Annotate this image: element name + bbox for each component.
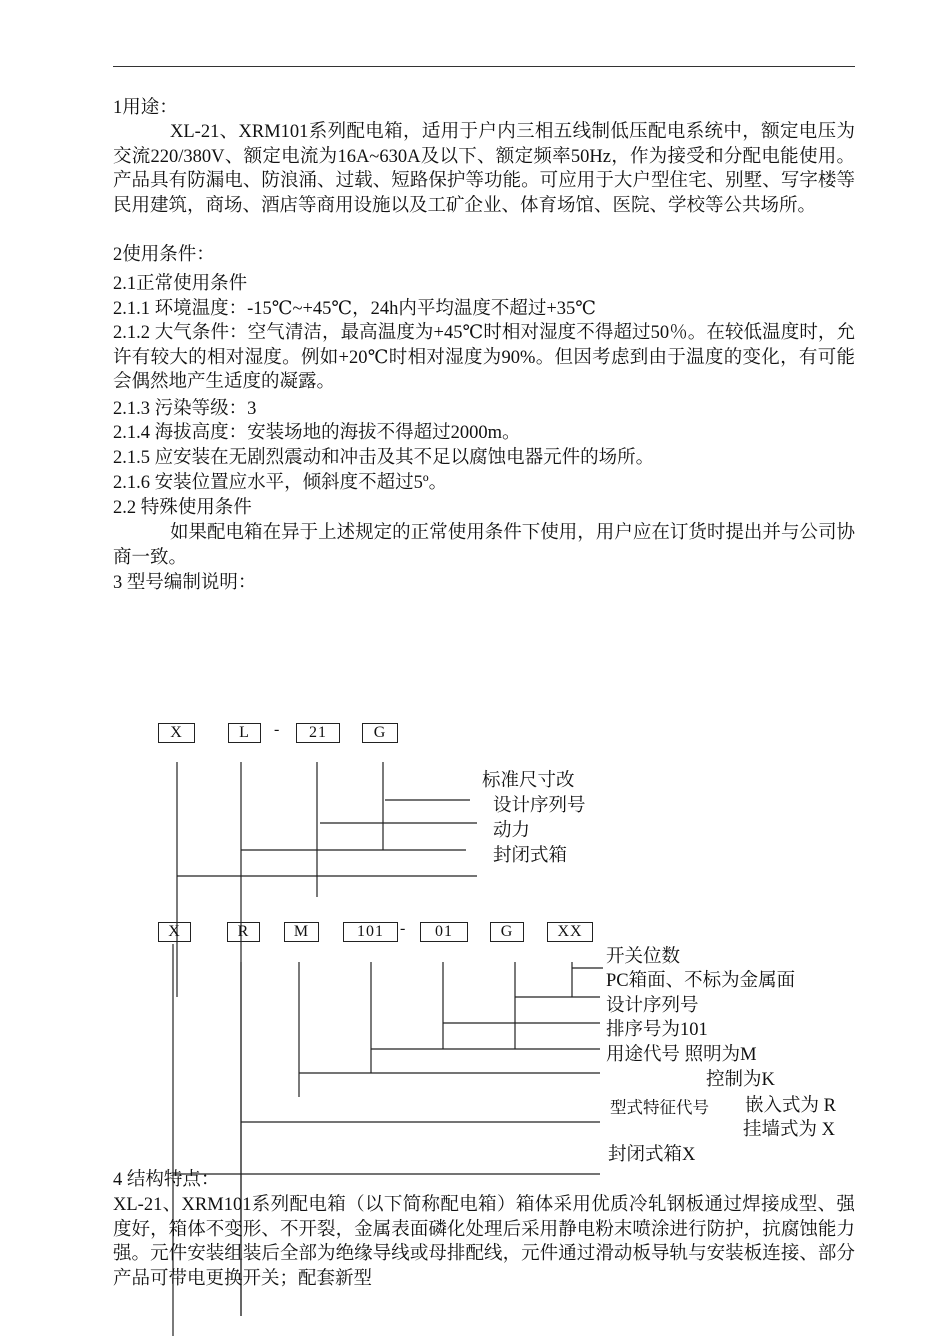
code-box-l: L	[228, 723, 261, 743]
label-switch-count: 开关位数	[606, 947, 681, 967]
section-4-body: XL-21、XRM101系列配电箱（以下简称配电箱）箱体采用优质冷轧钢板通过焊接成型、强度好，箱体不变形、不开裂，金属表面磷化处理后采用静电粉末喷涂进行防护，抗腐蚀能力强。元件安装组装后全部为绝缘导线或母排配线，元件通过滑动板导轨与安装板连接、部分产品可带电更换开关；配套新型	[113, 1195, 855, 1289]
code-box-101: 101	[343, 922, 398, 942]
label-power: 动力	[493, 821, 531, 841]
label-type-feature-code: 型式特征代号	[610, 1098, 709, 1117]
label-usage-code: 用途代号 照明为M	[606, 1045, 757, 1065]
label-design-serial: 设计序列号	[493, 796, 586, 816]
label-pc-panel: PC箱面、不标为金属面	[606, 971, 796, 991]
section-1-body: XL-21、XRM101系列配电箱，适用于户内三相五线制低压配电系统中，额定电压为交流220/380V、额定电流为16A~630A及以下、额定频率50Hz，作为接受和分配电能使用。产品具有防漏电、防浪涌、过载、短路保护等功能。可应用于大户型住宅、别墅、写字楼等民用建筑，商场、酒店等商用设施以及工矿企业、体育场馆、医院、学校等公共场所。	[113, 122, 855, 216]
section-2-1-3: 2.1.3 污染等级：3	[113, 399, 257, 419]
section-1-heading: 1用途：	[113, 98, 178, 118]
section-2-1-2: 2.1.2 大气条件：空气清洁，最高温度为+45℃时相对湿度不得超过50％。在较低温度时，允许有较大的相对湿度。例如+20℃时相对湿度为90%。但因考虑到由于温度的变化，有可能会偶然地产生适度的凝露。	[113, 323, 855, 392]
code-box-m: M	[284, 922, 319, 942]
label-standard-size-change: 标准尺寸改	[482, 771, 575, 791]
section-2-1-heading: 2.1正常使用条件	[113, 274, 248, 294]
code-dash: -	[400, 920, 406, 937]
code-box-g: G	[362, 723, 398, 743]
code-box-21: 21	[296, 723, 340, 743]
section-2-heading: 2使用条件：	[113, 245, 215, 265]
label-sequence-101: 排序号为101	[606, 1020, 708, 1040]
section-2-2-body: 如果配电箱在异于上述规定的正常使用条件下使用，用户应在订货时提出并与公司协商一致。	[113, 523, 855, 568]
label-enclosed-box-x: 封闭式箱X	[608, 1145, 696, 1165]
section-2-1-6: 2.1.6 安装位置应水平，倾斜度不超过5º。	[113, 473, 448, 493]
section-2-1-4: 2.1.4 海拔高度：安装场地的海拔不得超过2000m。	[113, 423, 521, 443]
code-box-01: 01	[420, 922, 468, 942]
label-wall-mounted-x: 挂墙式为 X	[743, 1120, 835, 1140]
code-box-x: X	[158, 922, 191, 942]
section-2-1-5: 2.1.5 应安装在无剧烈震动和冲击及其不足以腐蚀电器元件的场所。	[113, 448, 655, 468]
section-2-2-heading: 2.2 特殊使用条件	[113, 498, 252, 518]
code-box-xx: XX	[547, 922, 593, 942]
code-box-r: R	[227, 922, 260, 942]
section-3-heading: 3 型号编制说明：	[113, 573, 257, 593]
label-control-k: 控制为K	[706, 1070, 775, 1090]
label-embedded-r: 嵌入式为 R	[745, 1096, 836, 1116]
section-4-heading: 4 结构特点：	[113, 1170, 220, 1190]
code-dash: -	[274, 721, 280, 738]
code-box-x: X	[158, 723, 195, 743]
section-2-1-1: 2.1.1 环境温度：-15℃~+45℃，24h内平均温度不超过+35℃	[113, 299, 596, 319]
label-design-serial: 设计序列号	[606, 996, 699, 1016]
code-box-g: G	[490, 922, 524, 942]
label-enclosed-box: 封闭式箱	[493, 846, 568, 866]
